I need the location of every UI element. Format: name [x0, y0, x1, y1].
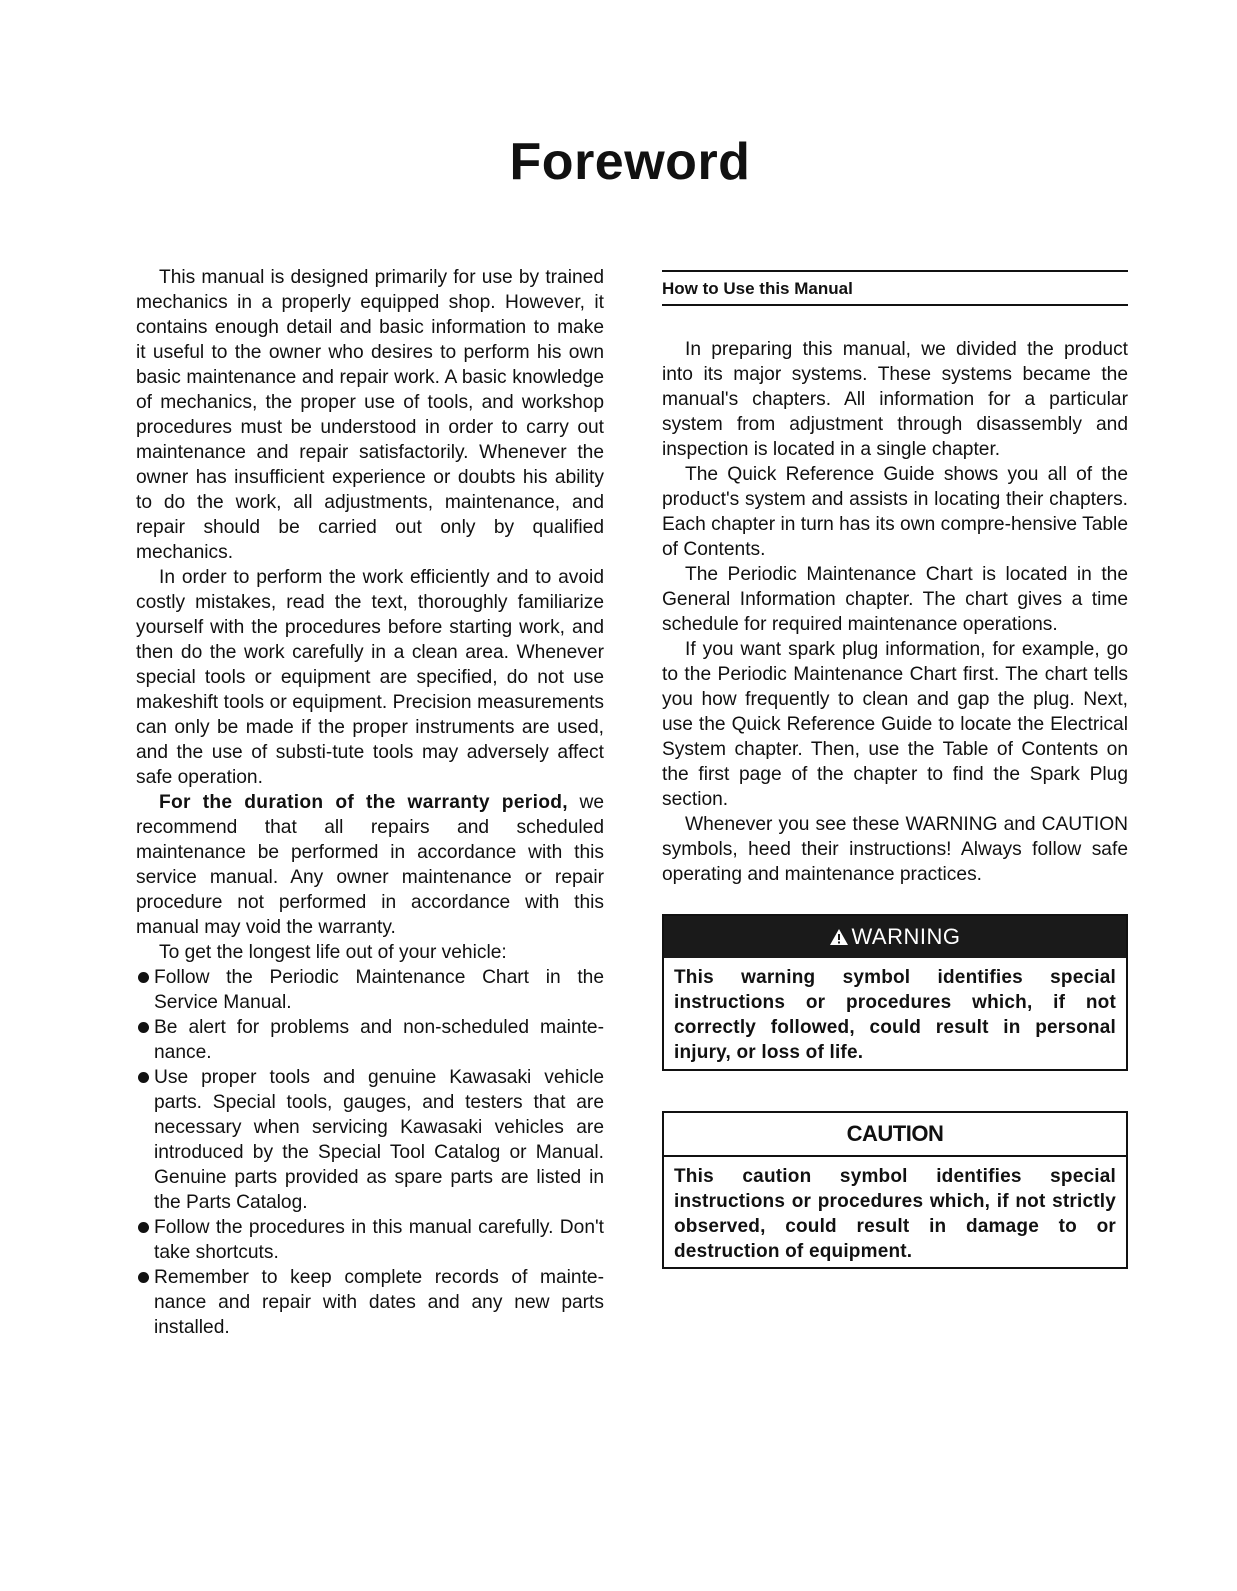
symbols-paragraph: Whenever you see these WARNING and CAUTION symbols, heed their instructions! Always follow safe operating and maintenance practices. [662, 814, 1128, 885]
warranty-paragraph [136, 790, 604, 940]
bullet-icon [138, 1022, 149, 1033]
list-item-text: Be alert for problems and non-scheduled mainte-nance. [154, 1017, 604, 1063]
longest-life-paragraph: To get the longest life out of your vehicle: [159, 942, 507, 963]
page-title: Foreword [509, 133, 751, 191]
warning-title: WARNING [851, 924, 961, 949]
section-heading: How to Use this Manual [662, 270, 1128, 306]
list-item [136, 1065, 604, 1215]
list-item [136, 1265, 604, 1340]
warranty-lead: For the duration of the warranty period, [159, 792, 568, 813]
list-item [136, 1015, 604, 1065]
bullet-icon [138, 1072, 149, 1083]
efficiency-paragraph: In order to perform the work efficiently and to avoid costly mistakes, read the text, thoroughly familiarize yourself with the procedures before starting work, and then do the work carefully in a clean area. Whenever special tools or equipment are specified, do not use makeshift tools or equipment. Precision measurements can only be made if the proper instruments are used, and the use of substi-tute tools may adversely affect safe operation. [136, 567, 604, 788]
warning-box [662, 914, 1128, 1071]
systems-paragraph: In preparing this manual, we divided the product into its major systems. These systems became the manual's chapters. All information for a particular system from adjustment through disassembly and inspection is located in a single chapter. [662, 339, 1128, 460]
bullet-icon [138, 972, 149, 983]
list-item-text: Follow the procedures in this manual carefully. Don't take shortcuts. [154, 1217, 604, 1263]
list-item [136, 1215, 604, 1265]
spark-plug-paragraph: If you want spark plug information, for example, go to the Periodic Maintenance Chart first. The chart tells you how frequently to clean and gap the plug. Next, use the Quick Reference Guide to locate the Electrical System chapter. Then, use the Table of Contents on the first page of the chapter to find the Spark Plug section. [662, 639, 1128, 810]
tips-list [136, 965, 604, 1340]
list-item-text: Use proper tools and genuine Kawasaki vehicle parts. Special tools, gauges, and testers that are necessary when servicing Kawasaki vehicles are introduced by the Special Tool Catalog or Manual. Genuine parts provided as spare parts are listed in the Parts Catalog. [154, 1067, 604, 1213]
warranty-text: we recommend that all repairs and scheduled maintenance be performed in accordance with this service manual. Any owner maintenance or repair procedure not performed in accordance with this manual may void the warranty. [136, 792, 605, 938]
list-item [136, 965, 604, 1015]
caution-text: This caution symbol identifies special instructions or procedures which, if not strictly observed, could result in damage to or destruction of equipment. [674, 1166, 1116, 1262]
warning-header [664, 916, 1126, 958]
maintenance-chart-paragraph: The Periodic Maintenance Chart is located in the General Information chapter. The chart gives a time schedule for required maintenance operations. [662, 564, 1128, 635]
list-item-text: Remember to keep complete records of mainte-nance and repair with dates and any new parts installed. [154, 1267, 604, 1338]
list-item-text: Follow the Periodic Maintenance Chart in the Service Manual. [154, 967, 604, 1013]
quick-reference-paragraph: The Quick Reference Guide shows you all of the product's system and assists in locating their chapters. Each chapter in turn has its own compre-hensive Table of Contents. [662, 464, 1128, 560]
bullet-icon [138, 1222, 149, 1233]
intro-paragraph: This manual is designed primarily for use by trained mechanics in a properly equipped shop. However, it contains enough detail and basic information to make it useful to the owner who desires to perform his own basic maintenance and repair work. A basic knowledge of mechanics, the proper use of tools, and workshop procedures must be understood in order to carry out maintenance and repair satisfactorily. Whenever the owner has insufficient experience or doubts his ability to do the work, all adjustments, maintenance, and repair should be carried out only by qualified mechanics. [136, 267, 604, 563]
bullet-icon [138, 1272, 149, 1283]
left-column [136, 265, 604, 1340]
right-column [662, 337, 1128, 887]
warning-text: This warning symbol identifies special instructions or procedures which, if not correctly followed, could result in personal injury, or loss of life. [674, 967, 1116, 1063]
warning-triangle-icon [829, 918, 849, 960]
caution-title: CAUTION [664, 1113, 1126, 1157]
caution-box [662, 1111, 1128, 1269]
